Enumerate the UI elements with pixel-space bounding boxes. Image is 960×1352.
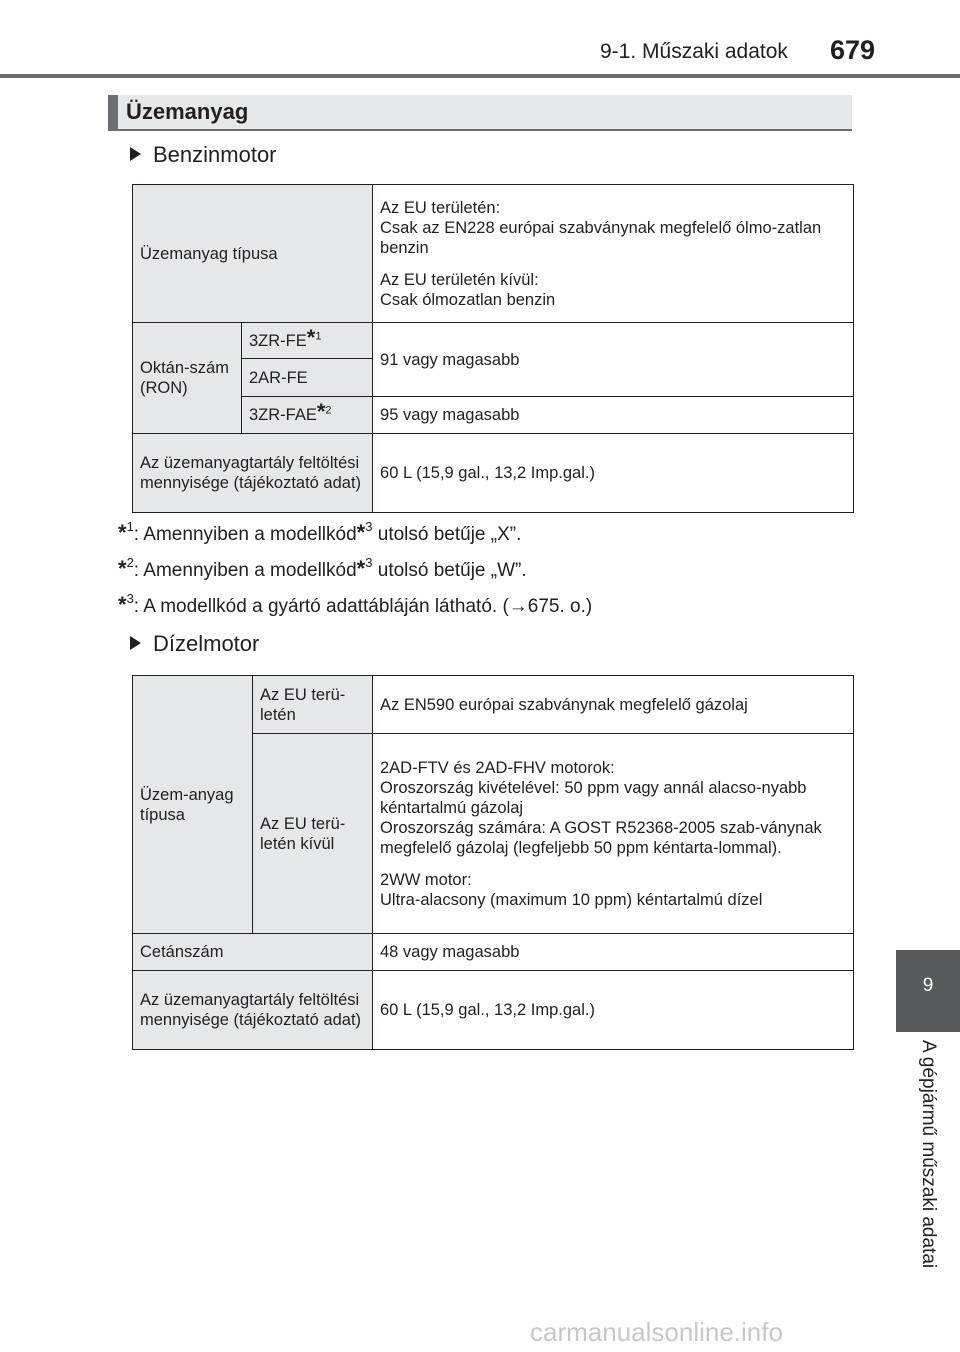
diesel-2ad-russia: Oroszország számára: A GOST R52368-2005 szab-ványnak megfelelő gázolaj (legfeljebb 50 ppm kéntarta-lommal). — [380, 818, 822, 857]
triangle-bullet-icon — [130, 147, 141, 161]
chapter-tab[interactable] — [896, 950, 960, 1032]
table-row — [133, 323, 854, 359]
watermark: carmanualsonline.info — [530, 1317, 783, 1347]
diesel-capacity-value: 60 L (15,9 gal., 13,2 Imp.gal.) — [373, 971, 854, 1050]
footnote-asterisk: * — [118, 556, 127, 581]
footnote-asterisk: * — [118, 592, 127, 617]
footnote-1 — [118, 520, 521, 546]
fuel-type-label: Üzemanyag típusa — [133, 185, 373, 323]
diesel-2ad-russia-except: Oroszország kivételével: 50 ppm vagy annál alacso-nyabb kéntartalmú gázolaj — [380, 778, 807, 817]
header-divider — [0, 74, 960, 78]
diesel-outside-eu-label: Az EU terü-letén kívül — [253, 734, 373, 934]
diesel-2ww-title: 2WW motor: — [380, 870, 472, 889]
chapter-title-vertical — [878, 1040, 960, 1300]
diesel-heading — [130, 631, 259, 657]
diesel-heading-label: Dízelmotor — [153, 631, 260, 656]
section-title: Üzemanyag — [126, 99, 249, 124]
footnote-3 — [118, 592, 592, 618]
petrol-heading-label: Benzinmotor — [153, 142, 277, 167]
petrol-fuel-table — [132, 184, 854, 513]
fuel-type-outside-eu-title: Az EU területén kívül: — [380, 270, 539, 289]
table-row — [133, 971, 854, 1050]
arrow-icon: → — [508, 596, 528, 617]
cetane-label: Cetánszám — [133, 934, 373, 971]
diesel-outside-eu-value — [373, 734, 854, 934]
fuel-type-in-eu-text: Csak az EN228 európai szabványnak megfelelő ólmo-zatlan benzin — [380, 218, 822, 257]
footnote-asterisk: * — [118, 520, 127, 545]
footnote-2 — [118, 556, 527, 582]
engine-3-mark: 2 — [325, 404, 332, 417]
section-heading-underline — [108, 129, 852, 131]
footnote-asterisk: * — [356, 520, 366, 545]
engine-3zr-fe — [242, 323, 373, 359]
table-row — [133, 397, 854, 434]
diesel-fuel-table — [132, 675, 854, 1050]
chapter-number: 9 — [922, 975, 934, 996]
petrol-capacity-label: Az üzemanyagtartály feltöltési mennyisége (tájékoztató adat) — [133, 434, 373, 513]
section-heading-bar — [108, 95, 118, 131]
footnote-asterisk: * — [306, 324, 316, 350]
diesel-2ww-text: Ultra-alacsony (maximum 10 ppm) kéntartalmú dízel — [380, 890, 763, 909]
diesel-fuel-type-label: Üzem-anyag típusa — [133, 676, 253, 934]
engine-1-mark: 1 — [315, 330, 322, 342]
footnote-1-tail: utolsó betűje „X”. — [372, 524, 522, 545]
footnote-3-text: : A modellkód a gyártó adattábláján látható. ( — [133, 596, 509, 617]
fuel-type-in-eu-title: Az EU területén: — [380, 198, 501, 217]
page-number: 679 — [830, 35, 876, 65]
engine-3zr-fae — [242, 397, 373, 434]
footnote-2-tail: utolsó betűje „W”. — [372, 560, 527, 581]
diesel-in-eu-label: Az EU terü-letén — [253, 676, 373, 734]
diesel-in-eu-value: Az EN590 európai szabványnak megfelelő gázolaj — [373, 676, 854, 734]
engines-1-2-value: 91 vagy magasabb — [373, 323, 854, 397]
chapter-title: A gépjármű műszaki adatai — [918, 1040, 939, 1269]
diesel-2ad-title: 2AD-FTV és 2AD-FHV motorok: — [380, 758, 615, 777]
cetane-value: 48 vagy magasabb — [373, 934, 854, 971]
footnote-1-mark: 1 — [126, 518, 134, 534]
petrol-capacity-value: 60 L (15,9 gal., 13,2 Imp.gal.) — [373, 434, 854, 513]
footnote-1-ref: 3 — [365, 518, 373, 534]
footnote-1-text: : Amennyiben a modellkód — [133, 524, 357, 545]
fuel-type-outside-eu-text: Csak ólmozatlan benzin — [380, 290, 556, 309]
table-row — [133, 676, 854, 734]
engine-2ar-fe: 2AR-FE — [242, 359, 373, 397]
petrol-heading — [130, 142, 277, 168]
diesel-capacity-label: Az üzemanyagtartály feltöltési mennyisége (tájékoztató adat) — [133, 971, 373, 1050]
fuel-type-value — [373, 185, 854, 323]
footnote-2-text: : Amennyiben a modellkód — [133, 560, 357, 581]
footnote-asterisk: * — [316, 399, 326, 424]
table-row — [133, 434, 854, 513]
header-section-title: 9-1. Műszaki adatok — [600, 40, 788, 63]
engine-1-code: 3ZR-FE — [249, 331, 307, 350]
octane-label: Oktán-szám (RON) — [133, 323, 242, 434]
footnote-3-page-link[interactable]: 675. o.) — [527, 596, 593, 617]
table-row — [133, 185, 854, 323]
table-row — [133, 934, 854, 971]
engine-3-code: 3ZR-FAE — [249, 406, 317, 424]
footnote-3-mark: 3 — [126, 590, 134, 606]
footnote-2-ref: 3 — [365, 554, 373, 570]
footnote-2-mark: 2 — [126, 554, 134, 570]
triangle-bullet-icon — [130, 636, 141, 650]
engine-3-value: 95 vagy magasabb — [373, 397, 854, 434]
footnote-asterisk: * — [356, 556, 366, 581]
